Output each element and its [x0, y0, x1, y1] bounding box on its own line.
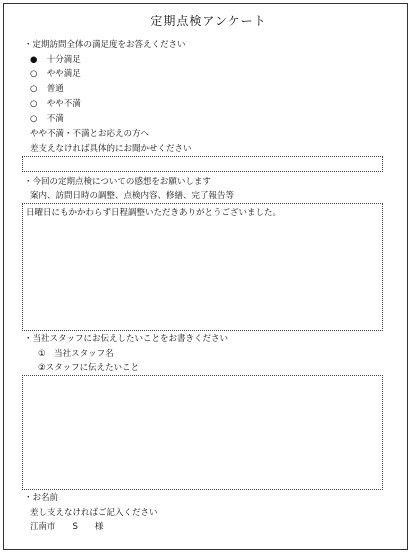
- q3-comment-field[interactable]: [22, 375, 383, 490]
- q1-option-label: 普通: [46, 84, 64, 94]
- radio-selected-icon: ●: [30, 55, 38, 65]
- q1-option-2[interactable]: [30, 69, 81, 80]
- q2-heading: ・今回の定期点検についての感想をお願いします: [24, 177, 211, 187]
- q1-option-1[interactable]: [30, 55, 81, 66]
- q1-option-label: やや満足: [46, 69, 81, 79]
- q1-heading: ・定期訪問全体の満足度をお答えください: [24, 40, 186, 50]
- q4-name-field[interactable]: 江南市 S 様: [30, 522, 104, 532]
- q2-subheading: 案内、訪問日時の調整、点検内容、修繕、完了報告等: [30, 191, 235, 201]
- q4-subheading: 差し支えなければご記入ください: [30, 508, 158, 518]
- q3-heading: ・当社スタッフにお伝えしたいことをお書きください: [24, 334, 229, 344]
- q1-option-3[interactable]: [30, 84, 64, 95]
- q1-option-label: やや不満: [46, 99, 81, 109]
- q1-option-label: 不満: [46, 114, 64, 124]
- survey-title: 定期点検アンケート: [150, 14, 267, 28]
- q2-comment-text: 日曜日にもかかわらず日程調整いただきありがとうございました。: [26, 208, 282, 218]
- q1-option-4[interactable]: [30, 99, 81, 110]
- q4-heading: ・お名前: [24, 493, 59, 503]
- q1-followup-line1: やや不満・不満とお応えの方へ: [30, 129, 150, 139]
- q2-comment-field[interactable]: [22, 203, 383, 331]
- q1-followup-line2: 差支えなければ具体的にお聞かせください: [30, 144, 192, 154]
- q1-option-5[interactable]: [30, 114, 64, 125]
- q3-item-message: ②スタッフに伝えたいこと: [38, 363, 140, 373]
- radio-empty-icon: ○: [30, 84, 38, 94]
- radio-empty-icon: ○: [30, 114, 38, 124]
- radio-empty-icon: ○: [30, 69, 38, 79]
- q1-comment-field[interactable]: [22, 156, 383, 172]
- q3-item-staff-name: ① 当社スタッフ名: [38, 349, 114, 359]
- q1-option-label: 十分満足: [46, 55, 81, 65]
- radio-empty-icon: ○: [30, 99, 38, 109]
